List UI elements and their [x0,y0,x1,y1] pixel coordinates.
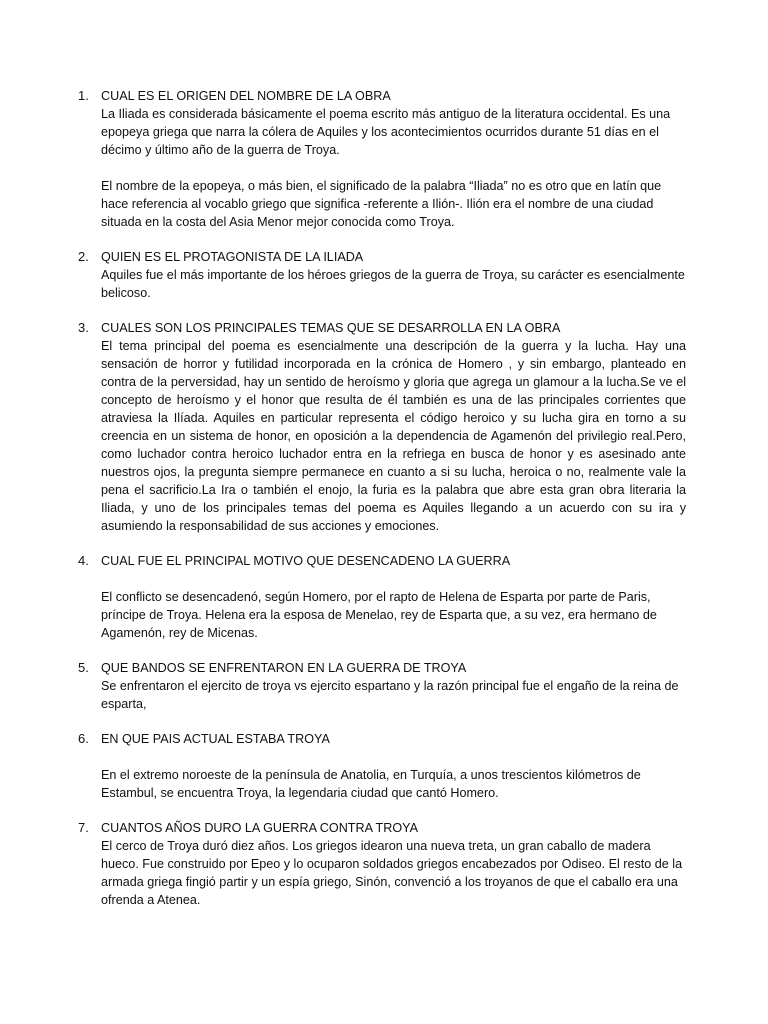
item-number: 7. [78,820,89,835]
item-number: 6. [78,731,89,746]
question-item-7 [78,819,686,909]
item-number: 3. [78,320,89,335]
answer-paragraph: El tema principal del poema es esencialmente una descripción de la guerra y la lucha. Hay una sensación de horror y futilidad incorporada en la crónica de Homero , y sin embargo, planteado en contra de la perversidad, hay un sentido de heroísmo y gloria que agrega un glamour a la lucha.Se ve el concepto de heroísmo y el honor que resulta de él también es una de las principales corrientes que atraviesa la Ilíada. Aquiles en particular representa el código heroico y su lucha gira en torno a su creencia en un sistema de honor, en oposición a la dependencia de Agamenón del privilegio real.Pero, como luchador contra heroico luchador entra en la refriega en busca de honor y es asesinado ante nuestros ojos, la pregunta siempre permanece en cuanto a si su lucha, heroica o no, realmente vale la pena el sacrificio.La Ira o también el enojo, la furia es la palabra que abre esta gran obra literaria la Iliada, y uno de los principales temas del poema es Aquiles llegando a un acuerdo con su ira y asumiendo la responsabilidad de sus acciones y emociones. [101,339,686,533]
answer-paragraph: Aquiles fue el más importante de los héroes griegos de la guerra de Troya, su carácter es esencialmente belicoso. [101,268,685,300]
answer-paragraph: El conflicto se desencadenó, según Homero, por el rapto de Helena de Esparta por parte de Paris, príncipe de Troya. Helena era la esposa de Menelao, rey de Esparta que, a su vez, era hermano de Agamenón, rey de Micenas. [101,590,657,640]
question-heading: EN QUE PAIS ACTUAL ESTABA TROYA [101,732,330,746]
answer-paragraph: En el extremo noroeste de la península de Anatolia, en Turquía, a unos trescientos kilómetros de Estambul, se encuentra Troya, la legendaria ciudad que cantó Homero. [101,768,641,800]
question-heading: CUANTOS AÑOS DURO LA GUERRA CONTRA TROYA [101,821,419,835]
question-heading: QUIEN ES EL PROTAGONISTA DE LA ILIADA [101,250,364,264]
answer-paragraph: El nombre de la epopeya, o más bien, el significado de la palabra “Iliada” no es otro que en latín que hace referencia al vocablo griego que significa -referente a Ilión-. Ilión era el nombre de una ciudad situada en la costa del Asia Menor mejor conocida como Troya. [101,179,662,229]
answer-paragraph: Se enfrentaron el ejercito de troya vs ejercito espartano y la razón principal fue el engaño de la reina de esparta, [101,679,679,711]
question-item-3 [78,319,686,535]
question-item-4 [78,552,686,642]
question-item-5 [78,659,686,713]
question-heading: QUE BANDOS SE ENFRENTARON EN LA GUERRA DE TROYA [101,661,467,675]
item-number: 2. [78,249,89,264]
question-item-2 [78,248,686,302]
item-number: 5. [78,660,89,675]
question-item-1 [78,87,686,231]
question-item-6 [78,730,686,802]
answer-paragraph: El cerco de Troya duró diez años. Los griegos idearon una nueva treta, un gran caballo de madera hueco. Fue construido por Epeo y lo ocuparon soldados griegos encabezados por Odiseo. El resto de la armada griega fingió partir y un espía griego, Sinón, convenció a los troyanos de que el caballo era una ofrenda a Atenea. [101,839,683,907]
item-number: 4. [78,553,89,568]
question-heading: CUAL ES EL ORIGEN DEL NOMBRE DE LA OBRA [101,89,391,103]
question-heading: CUAL FUE EL PRINCIPAL MOTIVO QUE DESENCADENO LA GUERRA [101,554,511,568]
answer-paragraph: La Iliada es considerada básicamente el poema escrito más antiguo de la literatura occidental. Es una epopeya griega que narra la cólera de Aquiles y los acontecimientos ocurridos durante 51 días en el décimo y último año de la guerra de Troya. [101,107,671,157]
item-number: 1. [78,88,89,103]
question-heading: CUALES SON LOS PRINCIPALES TEMAS QUE SE DESARROLLA EN LA OBRA [101,321,561,335]
